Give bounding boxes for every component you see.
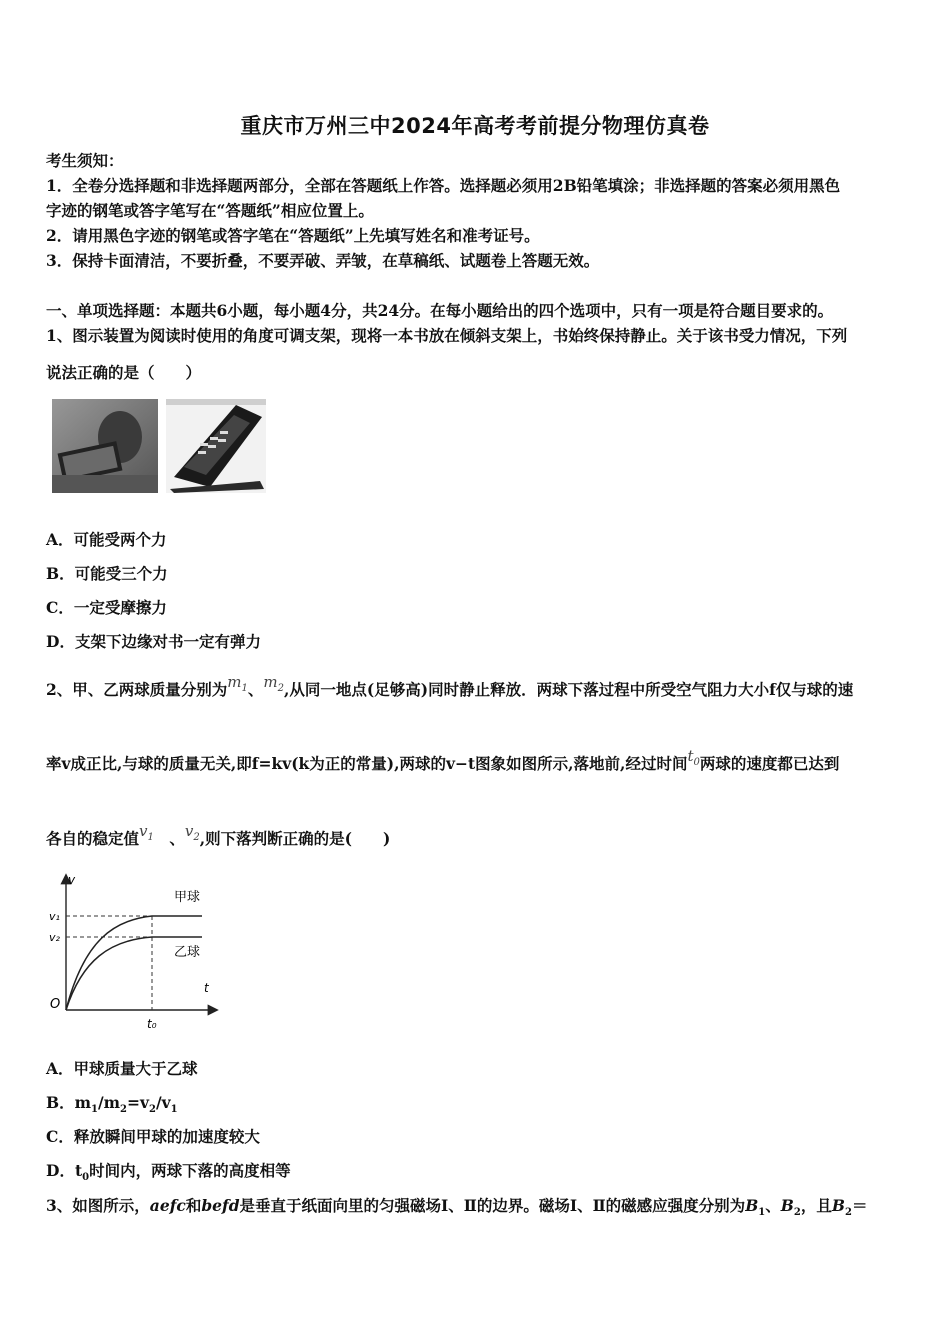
q2-stem-line1: 2、甲、乙两球质量分别为$m_1$、$m_2$,从同一地点(足够高)同时静止释放．两球下落过程中所受空气阻力大小f仅与球的速: [46, 673, 854, 699]
q2-option-a: A．甲球质量大于乙球: [46, 1059, 198, 1078]
q2-option-d: D．$t_0$时间内，两球下落的高度相等: [46, 1161, 291, 1184]
page-title: 重庆市万州三中2024年高考考前提分物理仿真卷: [240, 114, 710, 138]
curve-yi-label: 乙球: [174, 945, 201, 960]
q2-option-c: C．释放瞬间甲球的加速度较大: [46, 1127, 260, 1146]
v1-tick-label: v₁: [49, 910, 60, 923]
notice-item-1: 1．全卷分选择题和非选择题两部分，全部在答题纸上作答。选择题必须用2B铅笔填涂；非选择题的答案必须用黑色: [46, 176, 841, 195]
notice-item-1-cont: 字迹的钢笔或答字笔写在“答题纸”相应位置上。: [46, 201, 374, 220]
q3-stem-line1: 3、如图所示，aefc和befd是垂直于纸面向里的匀强磁场Ⅰ、Ⅱ的边界。磁场Ⅰ、Ⅱ的磁感应强度分别为$B_1$、$B_2$，且$B_2=$: [46, 1196, 868, 1219]
v2-tick-label: v₂: [49, 931, 60, 944]
q2-option-b: B．$m_1/m_2=v_2/v_1$: [46, 1093, 178, 1116]
notice-heading: 考生须知：: [46, 151, 124, 170]
q1-option-b: B．可能受三个力: [46, 564, 168, 583]
curve-jia: [66, 916, 202, 1010]
x-axis-label: t: [204, 981, 209, 995]
q2-stem-line2: 率v成正比,与球的质量无关,即f=kv(k为正的常量),两球的v−t图象如图所示,落地前,经过时间$t_0$两球的速度都已达到: [46, 747, 840, 773]
notice-item-3: 3．保持卡面清洁，不要折叠，不要弄破、弄皱，在草稿纸、试题卷上答题无效。: [46, 251, 600, 270]
t0-tick-label: t₀: [147, 1017, 157, 1031]
vt-graph: [44, 868, 224, 1036]
v1-symbol: $v_1$: [139, 822, 154, 843]
v2-symbol: $v_2$: [184, 822, 200, 843]
q1-stem-line2: 说法正确的是（ ）: [46, 363, 202, 382]
q1-option-a: A．可能受两个力: [46, 530, 167, 549]
origin-label: O: [50, 997, 61, 1012]
q2-stem-line3: 各自的稳定值$v_1$ 、$v_2$,则下落判断正确的是( ): [46, 822, 391, 848]
m2-symbol: $m_2$: [263, 673, 285, 694]
q1-option-d: D．支架下边缘对书一定有弹力: [46, 632, 261, 651]
curve-jia-label: 甲球: [174, 890, 201, 905]
q1-option-c: C．一定受摩擦力: [46, 598, 167, 617]
section-heading: 一、单项选择题：本题共6小题，每小题4分，共24分。在每小题给出的四个选项中，只有一项是符合题目要求的。: [46, 301, 834, 320]
notice-item-2: 2．请用黑色字迹的钢笔或答字笔在“答题纸”上先填写姓名和准考证号。: [46, 226, 540, 245]
y-axis-label: v: [68, 873, 76, 887]
t0-symbol: $t_0$: [687, 747, 700, 768]
q1-stem-line1: 1、图示装置为阅读时使用的角度可调支架，现将一本书放在倾斜支架上，书始终保持静止。关于该书受力情况，下列: [46, 326, 848, 345]
m1-symbol: $m_1$: [227, 673, 248, 694]
reading-stand-photo: [50, 397, 270, 497]
